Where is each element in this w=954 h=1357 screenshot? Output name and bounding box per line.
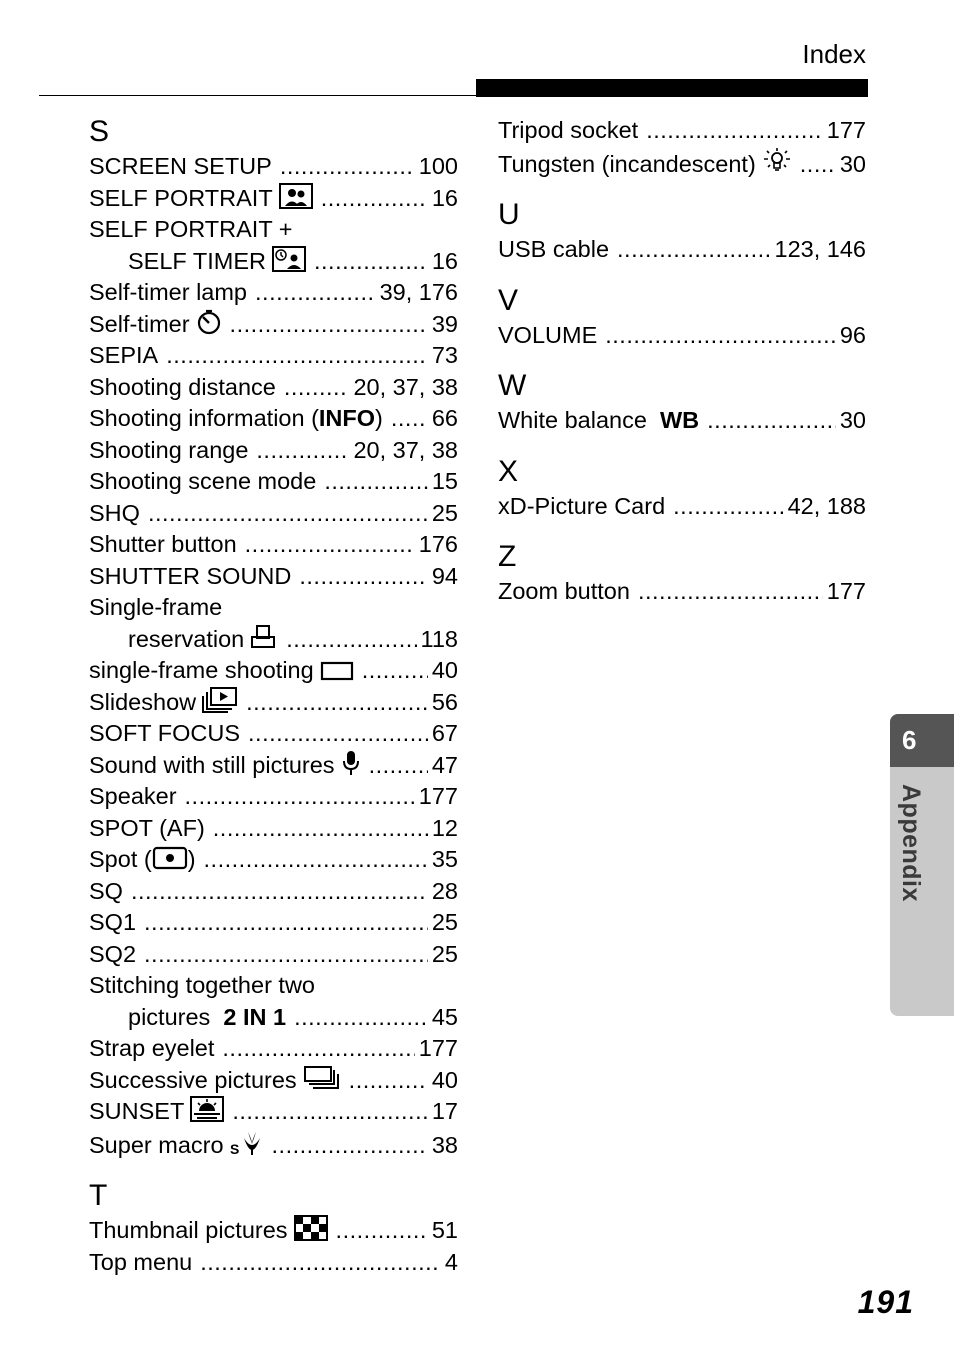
index-entry (89, 372, 458, 404)
entry-term: Shooting range (89, 436, 249, 463)
entry-term: xD-Picture Card (498, 492, 666, 519)
entry-leader (248, 718, 428, 750)
entry-term: Speaker (89, 783, 177, 809)
entry-leader (204, 844, 428, 876)
index-entry (89, 1128, 458, 1162)
page-header-title: Index (802, 39, 866, 69)
entry-term: USB cable (498, 236, 610, 262)
entry-page: 39 (431, 310, 458, 337)
entry-leader (800, 149, 836, 181)
entry-page: 94 (431, 562, 458, 589)
entry-page: 96 (839, 321, 866, 348)
entry-leader (707, 405, 836, 437)
entry-leader (166, 340, 428, 372)
entry-page: 47 (431, 751, 458, 778)
entry-leader (336, 1215, 428, 1247)
entry-page: 66 (431, 405, 458, 431)
header-rule-thin (39, 95, 476, 96)
entry-page: 40 (431, 1066, 458, 1093)
entry-term: Shooting scene mode (89, 468, 317, 494)
entry-term: Single-frame (89, 594, 223, 620)
index-entry (498, 234, 866, 266)
entry-term: Spot ( ) (89, 846, 196, 872)
entry-term: SEPIA (89, 342, 159, 368)
entry-leader (673, 491, 783, 523)
entry-term: Successive pictures (89, 1065, 341, 1097)
header-rule-thick (476, 79, 868, 97)
index-column-left (89, 115, 458, 1278)
page-number: 191 (857, 1284, 914, 1320)
chapter-label: Appendix (897, 784, 925, 902)
entry-page: 177 (418, 783, 458, 809)
entry-term: Super macro S (89, 1128, 264, 1162)
entry-leader (617, 234, 770, 266)
entry-page: 20, 37, 38 (353, 373, 458, 400)
index-entry (89, 970, 458, 1002)
entry-page: 176 (418, 531, 458, 557)
slideshow-icon (202, 687, 238, 713)
index-letter-x: X (498, 454, 519, 488)
index-entry (89, 718, 458, 750)
index-entry (89, 750, 458, 782)
entry-page: 35 (431, 846, 458, 872)
entry-leader (638, 576, 823, 608)
entry-leader (213, 813, 428, 845)
spot-metering-icon (152, 846, 188, 870)
entry-page: 67 (431, 720, 458, 746)
index-entry (89, 214, 458, 246)
entry-page: 38 (431, 1131, 458, 1158)
entry-page: 16 (431, 184, 458, 211)
super-macro-icon (230, 1128, 264, 1156)
index-letter-s: S (89, 115, 110, 148)
index-entry (89, 655, 458, 687)
entry-term: SELF TIMER (128, 246, 306, 278)
sunset-icon (190, 1096, 224, 1122)
index-letter-z: Z (498, 540, 517, 573)
index-entry (89, 876, 458, 908)
index-entry (89, 592, 458, 624)
entry-term: Shutter button (89, 531, 237, 557)
entry-leader (284, 372, 350, 404)
self-portrait-icon (279, 183, 313, 209)
entry-term: SHUTTER SOUND (89, 562, 292, 589)
entry-term: Self-timer lamp (89, 279, 248, 305)
entry-leader (324, 466, 428, 498)
entry-term: Thumbnail pictures (89, 1215, 328, 1247)
entry-term: SELF PORTRAIT + (89, 216, 293, 242)
entry-leader (349, 1065, 428, 1097)
index-entry (89, 151, 458, 183)
entry-page: 100 (418, 153, 458, 179)
entry-page: 12 (431, 814, 458, 841)
entry-term: White balance WB (498, 407, 700, 433)
index-entry (89, 529, 458, 561)
entry-leader (272, 1130, 428, 1162)
entry-term: Shooting information (INFO) (89, 405, 383, 431)
index-entry (498, 576, 866, 608)
entry-leader (369, 750, 428, 782)
index-letter-w: W (498, 369, 527, 402)
entry-leader (230, 309, 428, 341)
index-entry (89, 277, 458, 309)
entry-term: reservation (128, 624, 278, 656)
entry-page: 30 (839, 150, 866, 177)
entry-term: Zoom button (498, 578, 630, 604)
index-entry (89, 466, 458, 498)
index-entry (89, 687, 458, 719)
index-entry (89, 1002, 458, 1034)
index-letter-v: V (498, 283, 519, 317)
chapter-number: 6 (890, 714, 954, 767)
entry-leader (255, 277, 376, 309)
index-entry (89, 309, 458, 341)
self-timer-icon (196, 309, 222, 335)
index-entry (89, 813, 458, 845)
entry-page: 45 (431, 1003, 458, 1030)
entry-term: Top menu (89, 1248, 193, 1275)
entry-term: single-frame shooting (89, 655, 354, 687)
print-reservation-icon (250, 624, 278, 650)
entry-term: VOLUME (498, 321, 598, 348)
entry-term: SQ1 (89, 909, 137, 935)
entry-term: SQ2 (89, 940, 137, 967)
entry-leader (280, 151, 415, 183)
entry-term: SELF PORTRAIT (89, 183, 313, 215)
entry-leader (646, 115, 823, 147)
entry-page: 25 (431, 940, 458, 967)
entry-leader (148, 498, 428, 530)
thumbnail-icon (294, 1215, 328, 1241)
entry-page: 4 (444, 1248, 458, 1275)
entry-page: 40 (431, 657, 458, 683)
entry-page: 118 (420, 625, 458, 652)
entry-page: 51 (431, 1217, 458, 1243)
entry-leader (256, 435, 349, 467)
entry-page: 42, 188 (787, 492, 866, 519)
entry-leader (362, 655, 428, 687)
entry-leader (391, 403, 428, 435)
entry-page: 25 (431, 499, 458, 526)
entry-term: Strap eyelet (89, 1035, 215, 1061)
index-column-right (498, 115, 866, 608)
index-entry (498, 405, 866, 437)
index-entry (89, 340, 458, 372)
entry-page: 177 (826, 578, 866, 604)
entry-leader (321, 183, 428, 215)
entry-term: SCREEN SETUP (89, 153, 272, 179)
svg-text:S: S (229, 1140, 239, 1156)
entry-page: 177 (826, 117, 866, 143)
entry-page: 73 (431, 342, 458, 368)
entry-term: Stitching together two (89, 972, 315, 998)
entry-leader (314, 246, 428, 278)
entry-leader (294, 1002, 428, 1034)
entry-leader (222, 1033, 414, 1065)
entry-leader (246, 687, 428, 719)
entry-term: Tungsten (incandescent) (498, 147, 792, 181)
entry-term: pictures 2 IN 1 (128, 1003, 287, 1030)
entry-term: Sound with still pictures (89, 750, 361, 782)
entry-page: 177 (418, 1035, 458, 1061)
index-entry (89, 624, 458, 656)
entry-leader (144, 939, 428, 971)
self-portrait-timer-icon (272, 246, 306, 272)
entry-page: 25 (431, 909, 458, 935)
index-entry (89, 844, 458, 876)
entry-term: SPOT (AF) (89, 814, 205, 841)
tungsten-icon (762, 147, 792, 175)
entry-page: 30 (839, 407, 866, 433)
entry-leader (286, 624, 416, 656)
entry-leader (144, 907, 428, 939)
index-entry (89, 939, 458, 971)
entry-leader (232, 1096, 428, 1128)
entry-page: 28 (431, 877, 458, 904)
index-entry (89, 435, 458, 467)
index-entry (89, 907, 458, 939)
entry-leader (605, 320, 836, 352)
microphone-icon (341, 750, 361, 776)
entry-leader (185, 781, 415, 813)
index-entry (89, 781, 458, 813)
entry-leader (200, 1247, 441, 1279)
index-letter-t: T (89, 1179, 108, 1212)
entry-term: SQ (89, 877, 123, 904)
entry-page: 39, 176 (379, 279, 458, 305)
entry-term: Self-timer (89, 309, 222, 341)
index-entry (89, 183, 458, 215)
index-entry (89, 1065, 458, 1097)
entry-term: SHQ (89, 499, 140, 526)
index-entry (89, 246, 458, 278)
index-entry (498, 320, 866, 352)
index-entry (89, 498, 458, 530)
chapter-side-tab (890, 714, 954, 1016)
entry-page: 56 (431, 688, 458, 715)
entry-leader (299, 561, 427, 593)
index-entry (498, 147, 866, 181)
index-entry (89, 1247, 458, 1279)
index-letter-u: U (498, 198, 520, 231)
entry-term: SUNSET (89, 1096, 224, 1128)
sequential-shooting-icon (303, 1065, 341, 1091)
entry-term: Shooting distance (89, 373, 276, 400)
entry-page: 17 (431, 1098, 458, 1124)
entry-page: 20, 37, 38 (353, 436, 458, 463)
index-entry (89, 1033, 458, 1065)
entry-page: 15 (431, 468, 458, 494)
index-entry (89, 403, 458, 435)
index-entry (498, 491, 866, 523)
single-frame-icon (320, 659, 354, 681)
entry-leader (131, 876, 428, 908)
entry-term: Slideshow (89, 687, 238, 719)
entry-page: 16 (431, 247, 458, 274)
entry-page: 123, 146 (774, 236, 866, 262)
index-entry (89, 1215, 458, 1247)
entry-term: Tripod socket (498, 117, 639, 143)
index-entry (89, 1096, 458, 1128)
index-entry (89, 561, 458, 593)
index-entry (498, 115, 866, 147)
entry-leader (245, 529, 415, 561)
entry-term: SOFT FOCUS (89, 720, 241, 746)
